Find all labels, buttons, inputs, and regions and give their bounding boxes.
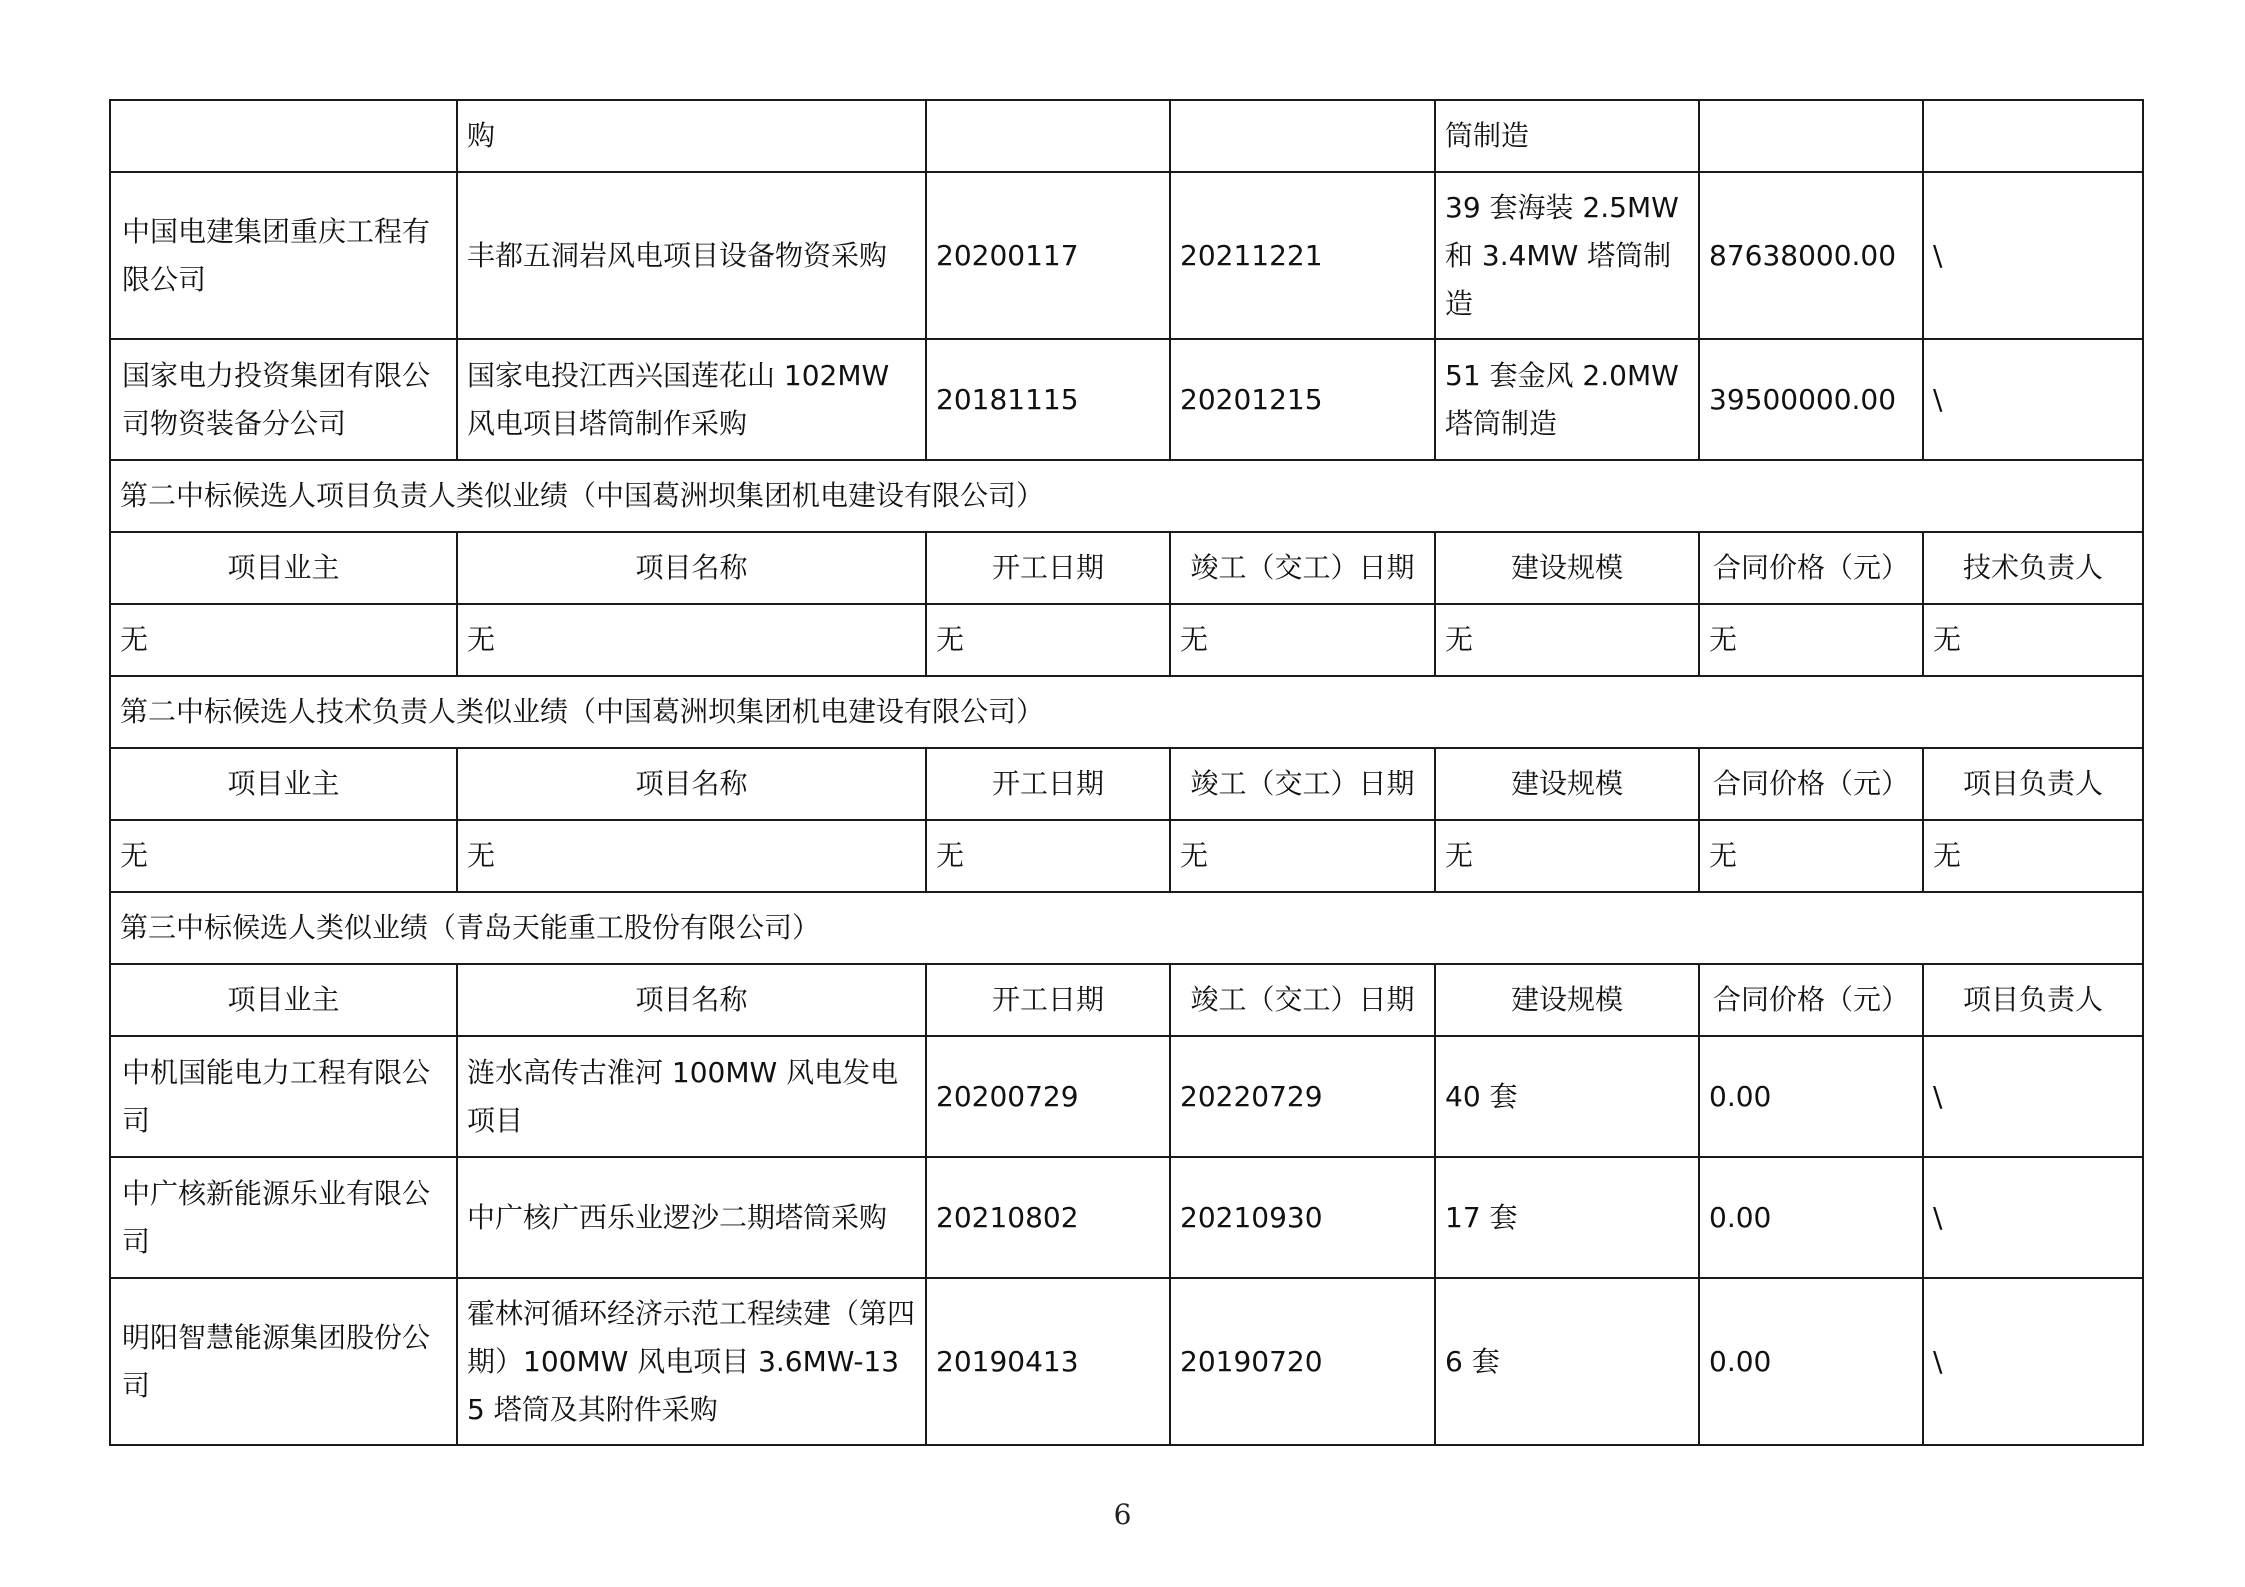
cell-owner <box>110 100 457 172</box>
table-row <box>110 604 2143 676</box>
header-owner: 项目业主 <box>110 748 457 820</box>
header-lead: 项目负责人 <box>1923 748 2143 820</box>
header-scale: 建设规模 <box>1435 532 1699 604</box>
cell-lead: \ <box>1923 172 2143 339</box>
cell-end-date: 无 <box>1170 604 1435 676</box>
section-title-row <box>110 892 2143 964</box>
header-owner: 项目业主 <box>110 532 457 604</box>
header-row <box>110 748 2143 820</box>
header-owner: 项目业主 <box>110 964 457 1036</box>
section-title: 第二中标候选人项目负责人类似业绩（中国葛洲坝集团机电建设有限公司） <box>110 460 2143 532</box>
cell-start-date: 20181115 <box>926 339 1170 460</box>
header-start-date: 开工日期 <box>926 532 1170 604</box>
cell-start-date: 无 <box>926 604 1170 676</box>
cell-start-date: 20190413 <box>926 1278 1170 1445</box>
header-project-name: 项目名称 <box>457 964 926 1036</box>
cell-project-name: 丰都五洞岩风电项目设备物资采购 <box>457 172 926 339</box>
header-project-name: 项目名称 <box>457 748 926 820</box>
page-number: 6 <box>1113 1498 1132 1531</box>
header-price: 合同价格（元） <box>1699 748 1923 820</box>
cell-end-date: 20190720 <box>1170 1278 1435 1445</box>
cell-price: 无 <box>1699 604 1923 676</box>
header-price: 合同价格（元） <box>1699 964 1923 1036</box>
cell-owner: 中机国能电力工程有限公司 <box>110 1036 457 1157</box>
header-row <box>110 532 2143 604</box>
cell-end-date: 20220729 <box>1170 1036 1435 1157</box>
cell-end-date: 20201215 <box>1170 339 1435 460</box>
cell-owner: 中国电建集团重庆工程有限公司 <box>110 172 457 339</box>
header-lead: 技术负责人 <box>1923 532 2143 604</box>
header-end-date: 竣工（交工）日期 <box>1170 532 1435 604</box>
cell-lead: \ <box>1923 1157 2143 1278</box>
cell-project-name: 购 <box>457 100 926 172</box>
section-title-row <box>110 676 2143 748</box>
cell-price: 0.00 <box>1699 1157 1923 1278</box>
cell-scale: 无 <box>1435 604 1699 676</box>
cell-owner: 明阳智慧能源集团股份公司 <box>110 1278 457 1445</box>
table-row <box>110 1157 2143 1278</box>
cell-owner: 无 <box>110 604 457 676</box>
cell-lead: \ <box>1923 339 2143 460</box>
cell-end-date: 20211221 <box>1170 172 1435 339</box>
cell-lead: 无 <box>1923 604 2143 676</box>
header-end-date: 竣工（交工）日期 <box>1170 748 1435 820</box>
cell-project-name: 霍林河循环经济示范工程续建（第四期）100MW 风电项目 3.6MW-135 塔筒及其附件采购 <box>457 1278 926 1445</box>
cell-scale: 6 套 <box>1435 1278 1699 1445</box>
cell-project-name: 国家电投江西兴国莲花山 102MW 风电项目塔筒制作采购 <box>457 339 926 460</box>
header-price: 合同价格（元） <box>1699 532 1923 604</box>
header-lead: 项目负责人 <box>1923 964 2143 1036</box>
performance-table <box>109 99 2144 1446</box>
header-scale: 建设规模 <box>1435 964 1699 1036</box>
cell-lead: \ <box>1923 1036 2143 1157</box>
table-row <box>110 172 2143 339</box>
header-start-date: 开工日期 <box>926 748 1170 820</box>
header-project-name: 项目名称 <box>457 532 926 604</box>
header-row <box>110 964 2143 1036</box>
cell-lead: \ <box>1923 1278 2143 1445</box>
cell-scale: 51 套金风 2.0MW 塔筒制造 <box>1435 339 1699 460</box>
cell-start-date: 20210802 <box>926 1157 1170 1278</box>
cell-project-name: 中广核广西乐业逻沙二期塔筒采购 <box>457 1157 926 1278</box>
cell-price: 87638000.00 <box>1699 172 1923 339</box>
cell-lead <box>1923 100 2143 172</box>
header-start-date: 开工日期 <box>926 964 1170 1036</box>
table-row <box>110 820 2143 892</box>
header-end-date: 竣工（交工）日期 <box>1170 964 1435 1036</box>
cell-end-date: 20210930 <box>1170 1157 1435 1278</box>
cell-scale: 40 套 <box>1435 1036 1699 1157</box>
cell-lead: 无 <box>1923 820 2143 892</box>
cell-project-name: 无 <box>457 604 926 676</box>
cell-price: 0.00 <box>1699 1278 1923 1445</box>
cell-end-date: 无 <box>1170 820 1435 892</box>
cell-start-date: 无 <box>926 820 1170 892</box>
table-row <box>110 1278 2143 1445</box>
cell-owner: 无 <box>110 820 457 892</box>
cell-end-date <box>1170 100 1435 172</box>
section-title: 第二中标候选人技术负责人类似业绩（中国葛洲坝集团机电建设有限公司） <box>110 676 2143 748</box>
table-row <box>110 1036 2143 1157</box>
cell-scale: 17 套 <box>1435 1157 1699 1278</box>
cell-scale: 筒制造 <box>1435 100 1699 172</box>
section-title: 第三中标候选人类似业绩（青岛天能重工股份有限公司） <box>110 892 2143 964</box>
cell-project-name: 涟水高传古淮河 100MW 风电发电项目 <box>457 1036 926 1157</box>
section-title-row <box>110 460 2143 532</box>
cell-price: 0.00 <box>1699 1036 1923 1157</box>
cell-owner: 中广核新能源乐业有限公司 <box>110 1157 457 1278</box>
cell-start-date: 20200117 <box>926 172 1170 339</box>
header-scale: 建设规模 <box>1435 748 1699 820</box>
cell-owner: 国家电力投资集团有限公司物资装备分公司 <box>110 339 457 460</box>
cell-scale: 39 套海装 2.5MW 和 3.4MW 塔筒制造 <box>1435 172 1699 339</box>
cell-project-name: 无 <box>457 820 926 892</box>
cell-start-date: 20200729 <box>926 1036 1170 1157</box>
cell-price <box>1699 100 1923 172</box>
cell-price: 无 <box>1699 820 1923 892</box>
cell-scale: 无 <box>1435 820 1699 892</box>
table-row <box>110 339 2143 460</box>
cell-price: 39500000.00 <box>1699 339 1923 460</box>
table-row <box>110 100 2143 172</box>
cell-start-date <box>926 100 1170 172</box>
